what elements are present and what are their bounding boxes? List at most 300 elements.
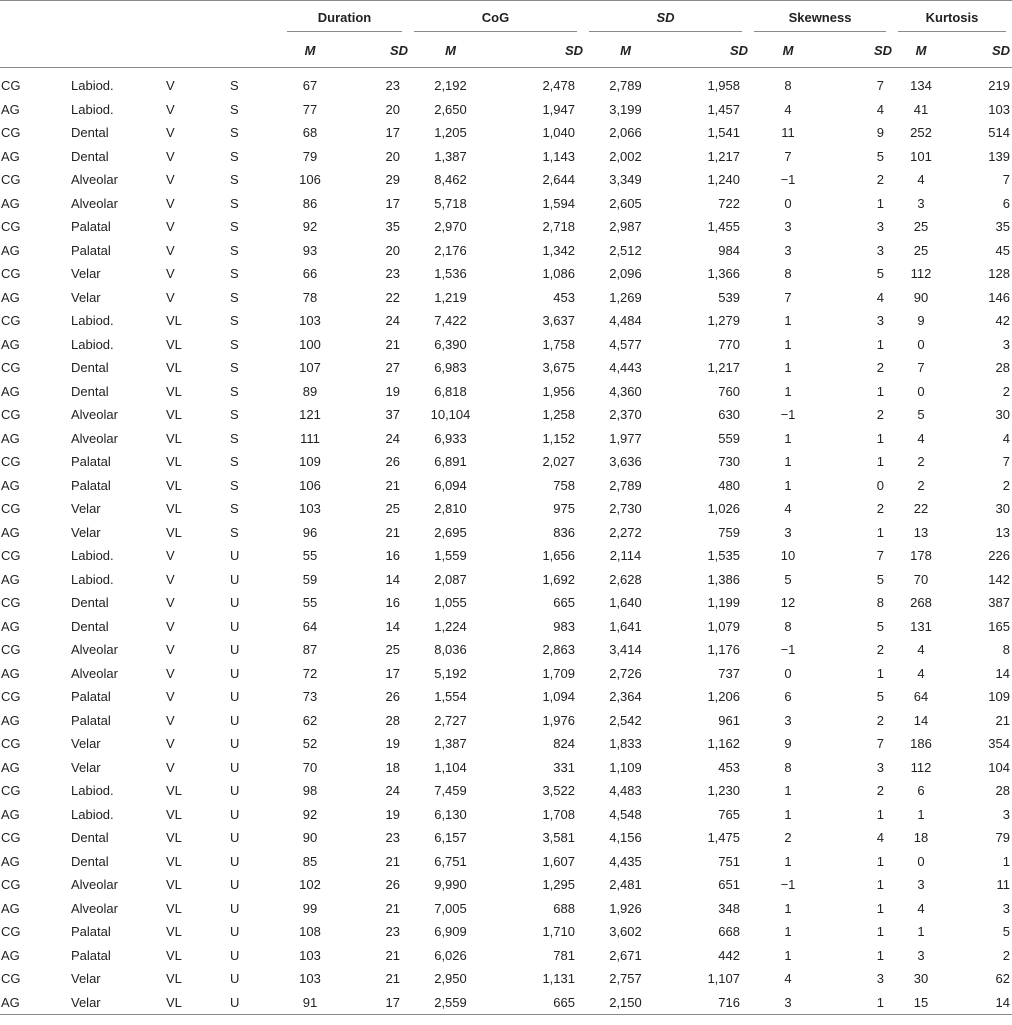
place-cell: Alveolar: [71, 642, 118, 658]
stress-cell: S: [230, 219, 239, 235]
stress-cell: U: [230, 971, 240, 987]
skewness-sd-cell: 1: [876, 806, 884, 822]
header-skewness: Skewness: [748, 1, 892, 33]
table-row: [0, 897, 1012, 921]
duration-sd-cell: 28: [385, 712, 400, 728]
kurtosis-m-cell: 4: [917, 430, 925, 446]
skewness-sd-cell: 1: [876, 877, 884, 893]
sd-m-cell: 2,605: [609, 195, 642, 211]
cog-sd-cell: 824: [553, 736, 575, 752]
cog-m-cell: 2,970: [434, 219, 467, 235]
sd-sd-cell: 1,958: [707, 78, 740, 94]
place-cell: Alveolar: [71, 665, 118, 681]
table-row: [0, 192, 1012, 216]
place-cell: Alveolar: [71, 877, 118, 893]
place-cell: Alveolar: [71, 430, 118, 446]
sd-sd-cell: 770: [718, 336, 740, 352]
skewness-sd-cell: 4: [876, 830, 884, 846]
table-row: [0, 873, 1012, 897]
voicing-cell: VL: [166, 407, 182, 423]
table-row: [0, 544, 1012, 568]
skewness-sd-cell: 0: [876, 477, 884, 493]
table-row: [0, 967, 1012, 991]
duration-sd-cell: 19: [385, 736, 400, 752]
cog-m-cell: 6,983: [434, 360, 467, 376]
table-body: [0, 68, 1012, 1015]
group-cell: CG: [1, 548, 21, 564]
duration-sd-cell: 21: [385, 336, 400, 352]
skewness-m-cell: 0: [784, 195, 792, 211]
stress-cell: U: [230, 618, 240, 634]
duration-m-cell: 68: [302, 125, 318, 141]
cog-m-cell: 1,104: [434, 759, 467, 775]
sd-sd-cell: 1,279: [707, 313, 740, 329]
cog-m-cell: 5,192: [434, 665, 467, 681]
kurtosis-sd-cell: 139: [988, 148, 1010, 164]
group-cell: CG: [1, 125, 21, 141]
cog-sd-cell: 1,258: [542, 407, 575, 423]
voicing-cell: VL: [166, 501, 182, 517]
duration-m-cell: 59: [302, 571, 318, 587]
skewness-m-cell: −1: [780, 877, 796, 893]
cog-sd-cell: 2,478: [542, 78, 575, 94]
kurtosis-m-cell: 25: [913, 242, 929, 258]
kurtosis-sd-cell: 1: [1002, 853, 1010, 869]
kurtosis-sd-cell: 219: [988, 78, 1010, 94]
group-cell: CG: [1, 454, 21, 470]
skewness-m-cell: 1: [784, 454, 792, 470]
group-cell: CG: [1, 172, 21, 188]
group-cell: CG: [1, 924, 21, 940]
kurtosis-sd-cell: 21: [995, 712, 1010, 728]
place-cell: Velar: [71, 524, 101, 540]
cog-m-cell: 2,559: [408, 991, 493, 1015]
sd-m-cell: 2,364: [609, 689, 642, 705]
skewness-sd-cell: 1: [876, 947, 884, 963]
sd-m-cell: 2,002: [609, 148, 642, 164]
skewness-sd-cell: 1: [876, 900, 884, 916]
sd-m-cell: 1,833: [609, 736, 642, 752]
duration-m-cell: 67: [302, 78, 318, 94]
group-cell: AG: [1, 242, 20, 258]
voicing-cell: V: [166, 125, 175, 141]
skewness-m-cell: 8: [784, 759, 792, 775]
duration-sd-cell: 20: [385, 148, 400, 164]
subheader-m: M: [281, 33, 339, 68]
sd-sd-cell: 651: [718, 877, 740, 893]
kurtosis-m-cell: 0: [917, 853, 925, 869]
skewness-m-cell: 1: [784, 924, 792, 940]
skewness-m-cell: 10: [780, 548, 796, 564]
duration-m-cell: 98: [302, 783, 318, 799]
duration-m-cell: 70: [302, 759, 318, 775]
group-cell: CG: [1, 360, 21, 376]
kurtosis-sd-cell: 2: [1002, 477, 1010, 493]
place-cell: Velar: [71, 971, 101, 987]
place-cell: Dental: [71, 383, 109, 399]
kurtosis-m-cell: 134: [910, 78, 932, 94]
table-row: [0, 356, 1012, 380]
table-row: [0, 497, 1012, 521]
duration-sd-cell: 20: [385, 242, 400, 258]
group-cell: AG: [1, 289, 20, 305]
skewness-sd-cell: 1: [828, 991, 892, 1015]
sd-m-cell: 2,987: [609, 219, 642, 235]
stress-cell: S: [230, 242, 239, 258]
sd-m-cell: 2,272: [609, 524, 642, 540]
stress-cell: U: [230, 689, 240, 705]
sd-sd-cell: 1,199: [707, 595, 740, 611]
skewness-m-cell: 1: [784, 853, 792, 869]
duration-sd-cell: 21: [385, 524, 400, 540]
stress-cell: U: [230, 736, 240, 752]
skewness-sd-cell: 2: [876, 407, 884, 423]
sd-m-cell: 2,726: [609, 665, 642, 681]
group-cell: AG: [0, 991, 70, 1015]
cog-m-cell: 6,390: [434, 336, 467, 352]
stress-cell: S: [230, 289, 239, 305]
sd-sd-cell: 480: [718, 477, 740, 493]
sd-m-cell: 1,640: [609, 595, 642, 611]
voicing-cell: V: [166, 712, 175, 728]
duration-m-cell: 52: [302, 736, 318, 752]
place-cell: Velar: [71, 759, 101, 775]
sd-sd-cell: 1,176: [707, 642, 740, 658]
skewness-m-cell: 12: [780, 595, 796, 611]
duration-sd-cell: 16: [385, 595, 400, 611]
kurtosis-m-cell: 5: [917, 407, 925, 423]
sd-sd-cell: 765: [718, 806, 740, 822]
kurtosis-m-cell: 25: [913, 219, 929, 235]
duration-m-cell: 77: [302, 101, 318, 117]
sd-m-cell: 2,370: [609, 407, 642, 423]
skewness-sd-cell: 5: [876, 571, 884, 587]
cog-sd-cell: 665: [493, 991, 583, 1015]
voicing-cell: V: [166, 289, 175, 305]
stress-cell: U: [230, 877, 240, 893]
stress-cell: S: [230, 125, 239, 141]
cog-m-cell: 6,818: [434, 383, 467, 399]
stress-cell: S: [230, 524, 239, 540]
stress-cell: U: [230, 665, 240, 681]
sd-sd-cell: 442: [718, 947, 740, 963]
sd-m-cell: 4,548: [609, 806, 642, 822]
sd-m-cell: 3,602: [609, 924, 642, 940]
sd-sd-cell: 730: [718, 454, 740, 470]
stress-cell: U: [230, 759, 240, 775]
sd-sd-cell: 1,206: [707, 689, 740, 705]
table-row: [0, 380, 1012, 404]
cog-sd-cell: 758: [553, 477, 575, 493]
kurtosis-sd-cell: 128: [988, 266, 1010, 282]
group-cell: AG: [1, 759, 20, 775]
sd-m-cell: 2,096: [609, 266, 642, 282]
place-cell: Palatal: [71, 219, 111, 235]
duration-sd-cell: 21: [385, 947, 400, 963]
group-cell: AG: [1, 712, 20, 728]
skewness-m-cell: 7: [784, 289, 792, 305]
cog-m-cell: 1,387: [434, 148, 467, 164]
skewness-sd-cell: 1: [876, 924, 884, 940]
kurtosis-sd-cell: 45: [995, 242, 1010, 258]
kurtosis-m-cell: 112: [910, 759, 932, 775]
kurtosis-m-cell: 70: [913, 571, 929, 587]
sd-sd-cell: 1,541: [707, 125, 740, 141]
sd-sd-cell: 751: [718, 853, 740, 869]
duration-sd-cell: 21: [385, 477, 400, 493]
group-cell: AG: [1, 665, 20, 681]
kurtosis-sd-cell: 226: [988, 548, 1010, 564]
stress-cell: S: [230, 407, 239, 423]
skewness-m-cell: 3: [784, 712, 792, 728]
skewness-m-cell: −1: [780, 642, 796, 658]
cog-sd-cell: 1,947: [542, 101, 575, 117]
kurtosis-sd-cell: 28: [995, 360, 1010, 376]
kurtosis-m-cell: 268: [910, 595, 932, 611]
kurtosis-sd-cell: 7: [1002, 454, 1010, 470]
sd-m-cell: 4,483: [609, 783, 642, 799]
kurtosis-m-cell: 41: [913, 101, 929, 117]
sd-m-cell: 2,542: [609, 712, 642, 728]
cog-m-cell: 1,536: [434, 266, 467, 282]
sd-m-cell: 3,414: [609, 642, 642, 658]
kurtosis-sd-cell: 387: [988, 595, 1010, 611]
table-row: [0, 685, 1012, 709]
voicing-cell: V: [166, 548, 175, 564]
place-cell: Palatal: [71, 242, 111, 258]
subheader-sd: SD: [493, 33, 583, 68]
kurtosis-sd-cell: 354: [988, 736, 1010, 752]
stress-cell: U: [230, 783, 240, 799]
kurtosis-sd-cell: 146: [988, 289, 1010, 305]
cog-m-cell: 2,727: [434, 712, 467, 728]
skewness-sd-cell: 1: [876, 430, 884, 446]
skewness-sd-cell: 8: [876, 595, 884, 611]
cog-m-cell: 1,554: [434, 689, 467, 705]
duration-m-cell: 55: [302, 548, 318, 564]
cog-sd-cell: 1,709: [542, 665, 575, 681]
skewness-m-cell: 3: [784, 524, 792, 540]
duration-m-cell: 121: [299, 407, 321, 423]
voicing-cell: VL: [166, 853, 182, 869]
voicing-cell: V: [166, 759, 175, 775]
kurtosis-sd-cell: 3: [1002, 806, 1010, 822]
cog-sd-cell: 2,863: [542, 642, 575, 658]
cog-m-cell: 8,036: [434, 642, 467, 658]
stress-cell: S: [230, 148, 239, 164]
duration-m-cell: 78: [302, 289, 318, 305]
stress-cell: U: [230, 853, 240, 869]
group-cell: AG: [1, 900, 20, 916]
table-row: [0, 615, 1012, 639]
place-cell: Alveolar: [71, 195, 118, 211]
voicing-cell: V: [166, 571, 175, 587]
place-cell: Labiod.: [71, 101, 114, 117]
table-header: [0, 1, 1012, 68]
cog-m-cell: 6,909: [434, 924, 467, 940]
sd-m-cell: 4,435: [609, 853, 642, 869]
voicing-cell: VL: [166, 947, 182, 963]
stress-cell: S: [230, 477, 239, 493]
place-cell: Velar: [71, 266, 101, 282]
kurtosis-sd-cell: 3: [1002, 336, 1010, 352]
duration-sd-cell: 27: [385, 360, 400, 376]
table-row: [0, 732, 1012, 756]
kurtosis-sd-cell: 6: [1002, 195, 1010, 211]
kurtosis-sd-cell: 35: [995, 219, 1010, 235]
sd-sd-cell: 716: [668, 991, 748, 1015]
cog-sd-cell: 1,692: [542, 571, 575, 587]
place-cell: Dental: [71, 853, 109, 869]
header-duration: Duration: [281, 1, 408, 33]
table-row: [0, 68, 1012, 98]
duration-sd-cell: 17: [339, 991, 408, 1015]
sd-sd-cell: 1,457: [707, 101, 740, 117]
duration-m-cell: 103: [299, 501, 321, 517]
kurtosis-m-cell: 13: [913, 524, 929, 540]
place-cell: Labiod.: [71, 548, 114, 564]
table-row: [0, 474, 1012, 498]
cog-sd-cell: 3,581: [542, 830, 575, 846]
skewness-m-cell: 1: [784, 383, 792, 399]
sd-sd-cell: 1,535: [707, 548, 740, 564]
kurtosis-m-cell: 4: [917, 172, 925, 188]
skewness-m-cell: 1: [784, 430, 792, 446]
sd-m-cell: 2,066: [609, 125, 642, 141]
sd-m-cell: 4,484: [609, 313, 642, 329]
table-row: [0, 850, 1012, 874]
table-row: [0, 662, 1012, 686]
skewness-m-cell: 8: [784, 266, 792, 282]
cog-m-cell: 7,459: [434, 783, 467, 799]
skewness-m-cell: 3: [784, 242, 792, 258]
duration-sd-cell: 20: [385, 101, 400, 117]
skewness-sd-cell: 7: [876, 548, 884, 564]
table-row: [0, 591, 1012, 615]
group-cell: AG: [1, 853, 20, 869]
cog-sd-cell: 1,131: [542, 971, 575, 987]
skewness-sd-cell: 2: [876, 172, 884, 188]
place-cell: Palatal: [71, 689, 111, 705]
skewness-m-cell: 8: [784, 618, 792, 634]
sd-sd-cell: 1,217: [707, 360, 740, 376]
cog-m-cell: 1,224: [434, 618, 467, 634]
place-cell: Velar: [70, 991, 165, 1015]
cog-sd-cell: 453: [553, 289, 575, 305]
duration-m-cell: 55: [302, 595, 318, 611]
kurtosis-sd-cell: 30: [995, 407, 1010, 423]
cog-sd-cell: 1,040: [542, 125, 575, 141]
duration-m-cell: 73: [302, 689, 318, 705]
cog-m-cell: 1,205: [434, 125, 467, 141]
cog-m-cell: 2,650: [434, 101, 467, 117]
skewness-m-cell: 1: [784, 900, 792, 916]
cog-m-cell: 6,130: [434, 806, 467, 822]
duration-sd-cell: 24: [385, 430, 400, 446]
place-cell: Palatal: [71, 712, 111, 728]
skewness-m-cell: 5: [784, 571, 792, 587]
duration-m-cell: 103: [299, 971, 321, 987]
kurtosis-sd-cell: 103: [988, 101, 1010, 117]
voicing-cell: VL: [166, 806, 182, 822]
stress-cell: U: [230, 947, 240, 963]
kurtosis-m-cell: 4: [917, 642, 925, 658]
cog-sd-cell: 983: [553, 618, 575, 634]
duration-sd-cell: 24: [385, 783, 400, 799]
skewness-sd-cell: 2: [876, 642, 884, 658]
skewness-sd-cell: 1: [876, 665, 884, 681]
cog-m-cell: 6,094: [434, 477, 467, 493]
duration-sd-cell: 29: [385, 172, 400, 188]
kurtosis-sd-cell: 42: [995, 313, 1010, 329]
skewness-sd-cell: 9: [876, 125, 884, 141]
skewness-m-cell: 8: [784, 78, 792, 94]
skewness-sd-cell: 2: [876, 360, 884, 376]
stress-cell: U: [230, 548, 240, 564]
table-row: [0, 638, 1012, 662]
cog-sd-cell: 331: [553, 759, 575, 775]
kurtosis-m-cell: 178: [910, 548, 932, 564]
table-row: [0, 262, 1012, 286]
duration-sd-cell: 24: [385, 313, 400, 329]
voicing-cell: VL: [166, 360, 182, 376]
cog-sd-cell: 1,086: [542, 266, 575, 282]
group-cell: AG: [1, 806, 20, 822]
voicing-cell: V: [166, 618, 175, 634]
skewness-m-cell: 3: [784, 219, 792, 235]
cog-m-cell: 2,810: [434, 501, 467, 517]
sd-m-cell: 4,156: [609, 830, 642, 846]
skewness-m-cell: 1: [784, 947, 792, 963]
duration-sd-cell: 14: [385, 571, 400, 587]
sd-m-cell: 2,730: [609, 501, 642, 517]
stress-cell: U: [230, 595, 240, 611]
duration-m-cell: 108: [299, 924, 321, 940]
table-row: [0, 403, 1012, 427]
stress-cell: U: [230, 900, 240, 916]
place-cell: Labiod.: [71, 336, 114, 352]
place-cell: Alveolar: [71, 172, 118, 188]
kurtosis-m-cell: 3: [917, 947, 925, 963]
place-cell: Palatal: [71, 454, 111, 470]
voicing-cell: V: [166, 266, 175, 282]
sd-sd-cell: 737: [718, 665, 740, 681]
skewness-sd-cell: 3: [876, 971, 884, 987]
place-cell: Palatal: [71, 947, 111, 963]
kurtosis-sd-cell: 14: [995, 665, 1010, 681]
duration-m-cell: 92: [302, 806, 318, 822]
cog-sd-cell: 1,094: [542, 689, 575, 705]
kurtosis-m-cell: 131: [910, 618, 932, 634]
stress-cell: S: [230, 383, 239, 399]
place-cell: Dental: [71, 830, 109, 846]
duration-m-cell: 109: [299, 454, 321, 470]
skewness-m-cell: 7: [784, 148, 792, 164]
sd-sd-cell: 1,386: [707, 571, 740, 587]
group-cell: CG: [1, 595, 21, 611]
voicing-cell: VL: [166, 477, 182, 493]
skewness-sd-cell: 5: [876, 689, 884, 705]
duration-m-cell: 79: [302, 148, 318, 164]
cog-sd-cell: 975: [553, 501, 575, 517]
kurtosis-m-cell: 112: [910, 266, 932, 282]
table-row: [0, 215, 1012, 239]
skewness-m-cell: −1: [780, 407, 796, 423]
skewness-m-cell: 11: [781, 125, 795, 141]
duration-sd-cell: 17: [385, 195, 400, 211]
sd-m-cell: 4,360: [609, 383, 642, 399]
group-cell: CG: [1, 877, 21, 893]
